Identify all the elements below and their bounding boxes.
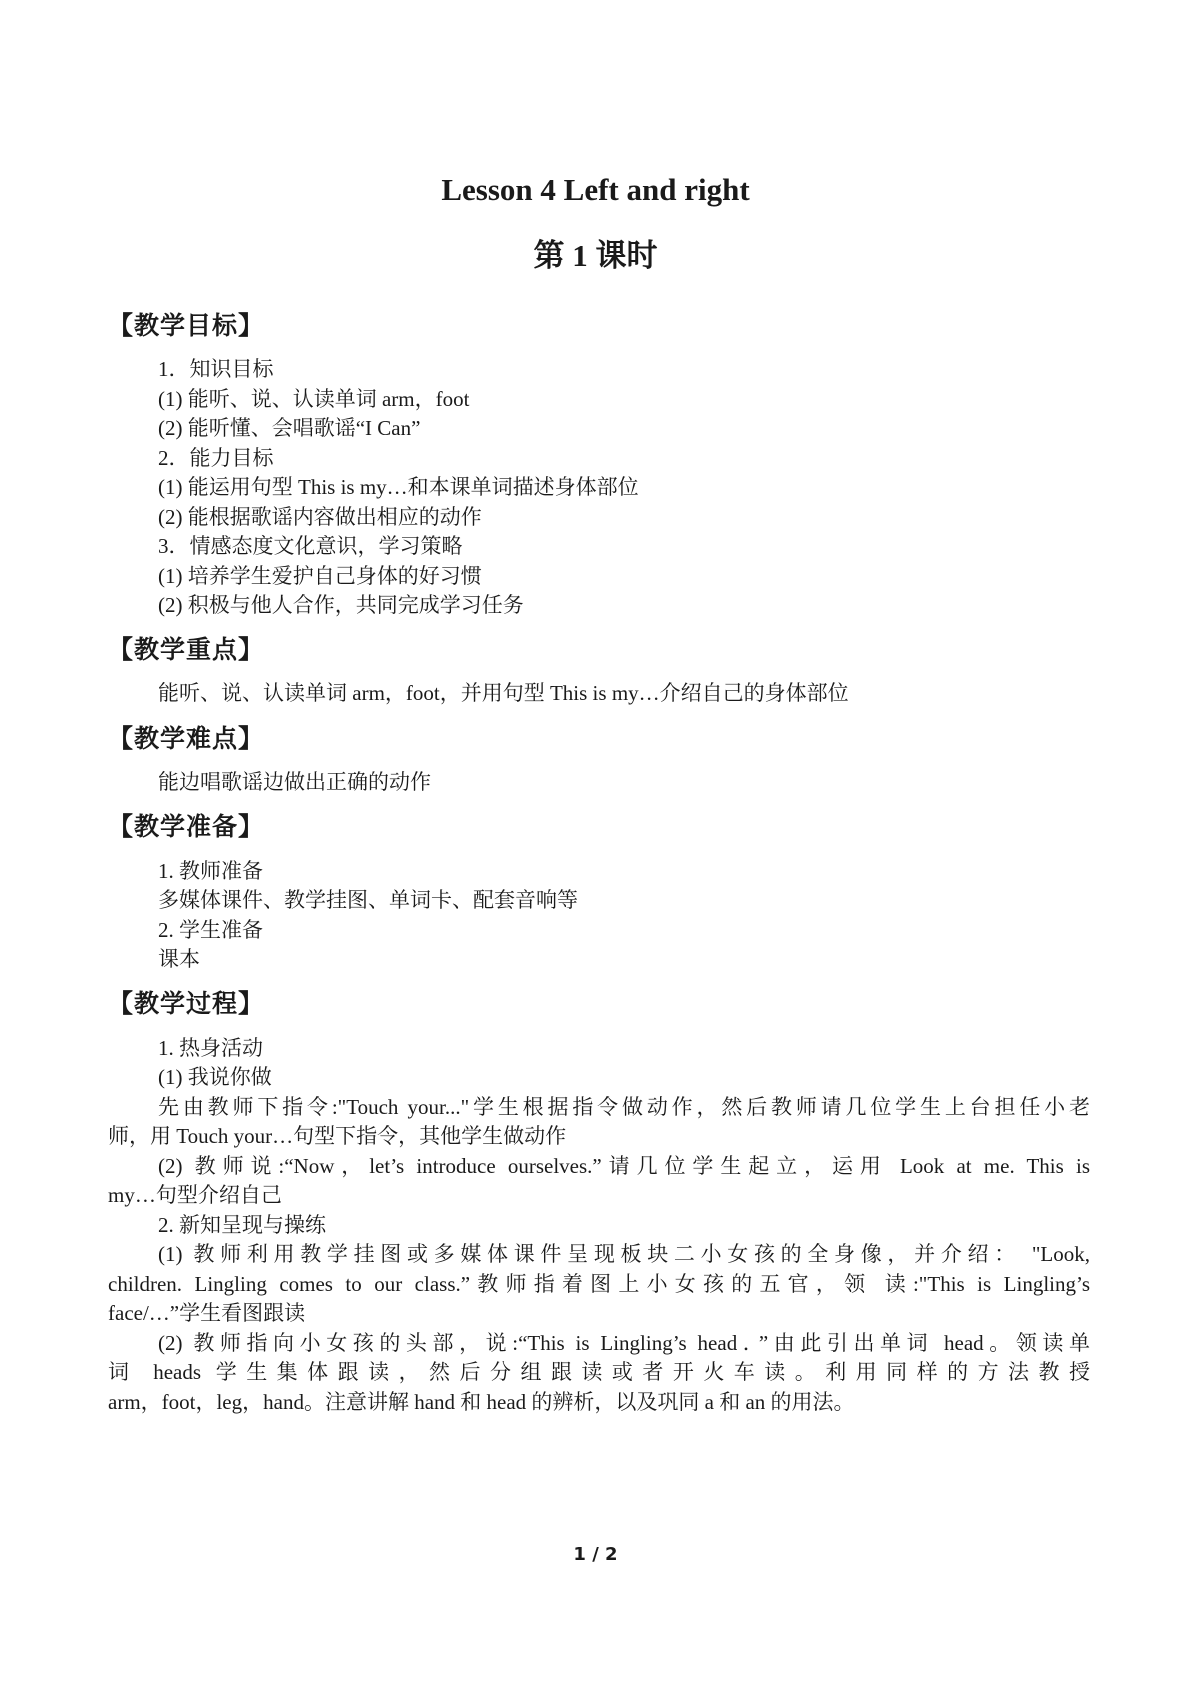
lesson-period-subtitle: 第 1 课时 (533, 238, 658, 273)
objectives-line: (2) 能根据歌谣内容做出相应的动作 (158, 505, 482, 529)
process-line: (2) 教师指向小女孩的头部，说:“This is Lingling’s head．”由此引出单词 head。领读单 (158, 1331, 1090, 1355)
section-heading-objectives: 【教学目标】 (108, 313, 265, 340)
document-title: Lesson 4 Left and right (441, 172, 750, 207)
process-line: 师，用 Touch your…句型下指令，其他学生做动作 (108, 1124, 567, 1148)
difficulties-line: 能边唱歌谣边做出正确的动作 (158, 770, 431, 794)
section-heading-key-points: 【教学重点】 (108, 637, 265, 664)
process-line: 1. 热身活动 (158, 1036, 263, 1060)
process-line: my…句型介绍自己 (108, 1183, 282, 1207)
process-line: (1) 教师利用教学挂图或多媒体课件呈现板块二小女孩的全身像，并介绍： "Look, (158, 1242, 1090, 1266)
preparation-line: 多媒体课件、教学挂图、单词卡、配套音响等 (158, 888, 578, 912)
process-line: (1) 我说你做 (158, 1065, 272, 1089)
objectives-line: 1．知识目标 (158, 357, 274, 381)
process-line: children. Lingling comes to our class.”教师指着图上小女孩的五官，领 读:"This is Lingling’s (108, 1272, 1090, 1296)
preparation-line: 课本 (158, 947, 200, 971)
key-points-line: 能听、说、认读单词 arm，foot，并用句型 This is my…介绍自己的身体部位 (158, 681, 849, 705)
objectives-line: (2) 积极与他人合作，共同完成学习任务 (158, 593, 524, 617)
process-line: arm，foot，leg，hand。注意讲解 hand 和 head 的辨析，以及巩同 a 和 an 的用法。 (108, 1390, 855, 1414)
objectives-line: 2．能力目标 (158, 446, 274, 470)
process-line: 2. 新知呈现与操练 (158, 1213, 326, 1237)
objectives-line: (1) 能听、说、认读单词 arm，foot (158, 387, 470, 411)
process-line: 先由教师下指令:"Touch your..."学生根据指令做动作，然后教师请几位学生上台担任小老 (158, 1095, 1090, 1119)
process-line: face/…”学生看图跟读 (108, 1301, 306, 1325)
objectives-line: 3．情感态度文化意识，学习策略 (158, 534, 463, 558)
objectives-line: (1) 能运用句型 This is my…和本课单词描述身体部位 (158, 475, 639, 499)
process-line: (2) 教师说:“Now，let’s introduce ourselves.”请几位学生起立，运用 Look at me. This is (158, 1154, 1090, 1178)
section-heading-process: 【教学过程】 (108, 991, 265, 1018)
preparation-line: 1. 教师准备 (158, 859, 263, 883)
objectives-line: (2) 能听懂、会唱歌谣“I Can” (158, 416, 421, 440)
preparation-line: 2. 学生准备 (158, 918, 263, 942)
objectives-line: (1) 培养学生爱护自己身体的好习惯 (158, 564, 482, 588)
section-heading-preparation: 【教学准备】 (108, 814, 265, 841)
process-line: 词 heads 学生集体跟读，然后分组跟读或者开火车读。利用同样的方法教授 (108, 1360, 1090, 1384)
page-number: 1 / 2 (573, 1544, 618, 1565)
section-heading-difficulties: 【教学难点】 (108, 726, 265, 753)
